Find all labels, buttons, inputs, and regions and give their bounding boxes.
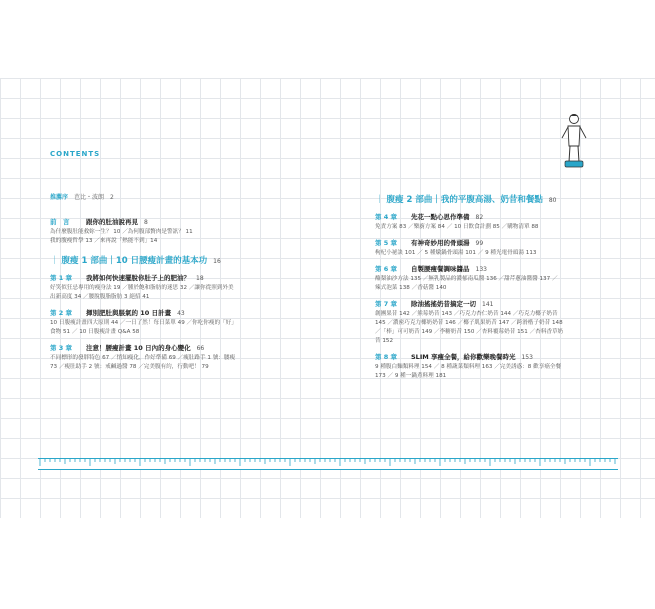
woman-on-scale-illustration — [556, 112, 592, 172]
chapter-4-entry[interactable] — [375, 212, 625, 223]
chapter-line: 10 日腹瘦計畫四大原則 44 ／一日了然！每日菜單 49 ／你吃你瘦的「好」 — [50, 320, 237, 326]
chapter-title: SLIM 享瘦全餐，給你歡樂晚餐時光 — [411, 353, 516, 361]
chapter-8-entry[interactable] — [375, 352, 625, 363]
part1-title: 腹瘦 1 部曲｜10 日腰瘦計畫的基本功 — [61, 256, 208, 266]
chapter-line: 酪梨油沙方法 135 ／無乳製品的濃郁南瓜醬 136 ／甜芹蔥油醬醬 137 ／ — [375, 276, 558, 282]
chapter-page: 18 — [196, 275, 204, 282]
chapter-page: 43 — [177, 310, 185, 317]
chapter-line: 免責方案 83 ／樂廚方案 84 ／ 10 日飲食計劃 85 ／購物清單 88 — [375, 224, 539, 230]
part1-heading[interactable] — [50, 256, 340, 267]
chapter-title: 除油搖搖奶昔搞定一切 — [411, 300, 476, 308]
chapter-page: 133 — [475, 266, 487, 273]
chapter-6-entry[interactable] — [375, 264, 625, 275]
intro-line: 我的腹瘦哲學 13 ／來再說「熱能不到」14 — [50, 238, 158, 244]
part2-title: 腹瘦 2 部曲｜我的平腹高湯、奶昔和餐點 — [386, 195, 543, 205]
part-divider: ｜ — [50, 256, 59, 266]
chapter-line: 145 ／濃密巧克力椰奶奶昔 146 ／椰子肌果奶昔 147 ／跨滑楷子奶昔 148 — [375, 320, 563, 326]
preface-page: 2 — [110, 194, 114, 201]
chapter-line: 好笑似狂忌專用的瘦身法 19 ／腫於飽和脂肪的迷思 32 ／讓你從照到外美 — [50, 285, 234, 291]
chapter-title: 自製腰瘦餐調味醬品 — [411, 265, 470, 273]
chapter-line: 昔 152 — [375, 338, 394, 344]
chapter-title: 揮別肥肚與脹氣的 10 日計畫 — [86, 309, 172, 317]
ruler-decoration — [38, 458, 618, 470]
chapter-line: 食物 51 ／ 10 日腹瘦計畫 Q&A 58 — [50, 329, 140, 335]
chapter-5-entry[interactable] — [375, 238, 625, 249]
chapter-number: 第 8 章 — [375, 353, 398, 361]
chapter-title: 先花一點心思作準備 — [411, 213, 470, 221]
chapter-1-entry[interactable] — [50, 273, 340, 284]
chapter-line: 9 種腹白麵類料理 154 ／ 8 種蔬菜類料理 163 ／完美誘惑：8 歡享癌全餐 — [375, 364, 562, 370]
chapter-line: 枸杞小祕訣 101 ／ 5 種燉鍋骨頭湯 101 ／ 9 種光電骨頭湯 113 — [375, 250, 537, 256]
contents-label: CONTENTS — [50, 150, 101, 158]
chapter-page: 82 — [475, 214, 484, 221]
intro-page: 8 — [144, 219, 148, 226]
chapter-number: 第 4 章 — [375, 213, 398, 221]
toc-right-column — [375, 195, 625, 381]
intro-line: 為什麼腹肚能救妳一生？ 10 ／為何腹部贅肉是警訊？ 11 — [50, 229, 193, 235]
chapter-title: 我將如何快速擺脫你肚子上的肥油？ — [86, 274, 190, 282]
chapter-number: 第 5 章 — [375, 239, 398, 247]
chapter-line: 創團果昔 142 ／熊莓奶昔 143 ／巧克力杏仁奶昔 144 ／巧克力椰子奶昔 — [375, 311, 558, 317]
chapter-7-entry[interactable] — [375, 299, 625, 310]
chapter-number: 第 7 章 — [375, 300, 398, 308]
part2-heading[interactable] — [375, 195, 625, 206]
chapter-title: 有神奇妙用的骨頭湯 — [411, 239, 470, 247]
ruler-ticks — [38, 459, 618, 469]
part1-page: 16 — [213, 258, 221, 265]
preface-label: 推薦序 — [50, 194, 69, 201]
chapter-number: 第 3 章 — [50, 344, 73, 352]
part-divider: ｜ — [375, 195, 384, 205]
chapter-line: ／「棒」可可奶昔 149 ／李糖奶昔 150 ／杏料覆莓奶昔 151 ／杏料香草奶 — [375, 329, 564, 335]
chapter-page: 153 — [521, 354, 533, 361]
chapter-page: 66 — [196, 345, 205, 352]
chapter-page: 99 — [475, 240, 484, 247]
chapter-2-entry[interactable] — [50, 308, 340, 319]
chapter-line: 173 ／ 9 種一鍋煮料理 181 — [375, 373, 447, 379]
chapter-3-entry[interactable] — [50, 343, 340, 354]
chapter-number: 第 2 章 — [50, 309, 73, 317]
chapter-line: 73 ／瘦肚助手 2 號：戒鹹過醬 78 ／完美腹有約，行動吧！ 79 — [50, 364, 209, 370]
chapter-title: 注意！腰瘦計畫 10 日內的身心變化 — [86, 344, 191, 352]
chapter-line: 辣式泡菜 138 ／香菇醬 140 — [375, 285, 447, 291]
toc-left-column — [50, 193, 340, 372]
chapter-line: 出新高度 34 ／腰脫腹脂脂肪 3 絕招 41 — [50, 294, 150, 300]
intro-title: 跟你的肚油說再見 — [86, 218, 138, 226]
intro-label: 前 言 — [50, 218, 70, 226]
preface-entry[interactable] — [50, 193, 340, 203]
chapter-page: 141 — [482, 301, 494, 308]
chapter-number: 第 6 章 — [375, 265, 398, 273]
intro-entry[interactable] — [50, 217, 340, 228]
chapter-line: 不同標形的發胖特色 67 ／悄知瘦化，作好準備 69 ／瘦肚路手 1 號：腰瘦 — [50, 355, 236, 361]
part2-page: 80 — [548, 197, 557, 204]
preface-author: 芭比・波朗 — [74, 194, 105, 201]
chapter-number: 第 1 章 — [50, 274, 73, 282]
